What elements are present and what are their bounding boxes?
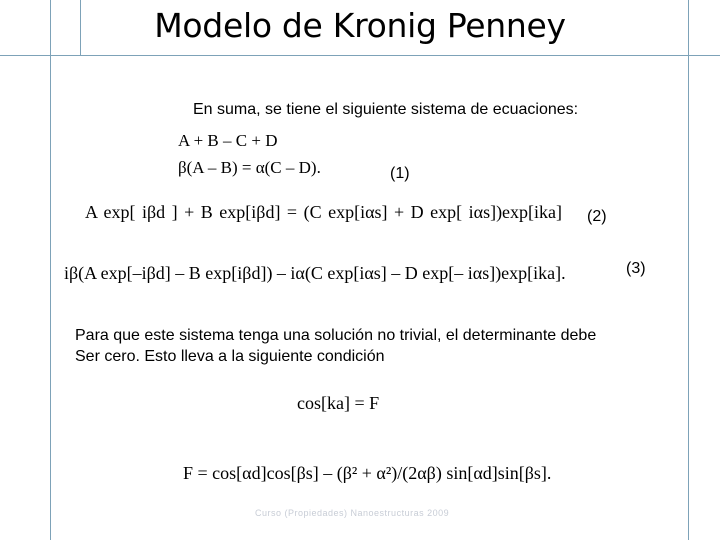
- equation-label-1: (1): [390, 165, 410, 182]
- equation-3: iβ(A exp[–iβd] – B exp[iβd]) – iα(C exp[iαs] – D exp[– iαs])exp[ika].: [64, 263, 566, 283]
- condition-equation: cos[ka] = F: [297, 393, 380, 413]
- slide-title: Modelo de Kronig Penney: [154, 6, 566, 45]
- equation-label-2: (2): [587, 208, 607, 225]
- intro-text: En suma, se tiene el siguiente sistema de ecuaciones:: [193, 101, 579, 118]
- paragraph-line-2: Ser cero. Esto lleva a la siguiente condición: [75, 348, 385, 365]
- right-vertical-rule: [688, 0, 689, 540]
- title-underline-rule: [0, 55, 720, 56]
- F-definition-equation: F = cos[αd]cos[βs] – (β² + α²)/(2αβ) sin[αd]sin[βs].: [183, 463, 552, 483]
- equation-2: A exp[ iβd ] + B exp[iβd] = (C exp[iαs] + D exp[ iαs])exp[ika]: [85, 202, 563, 222]
- footer-text: Curso (Propiedades) Nanoestructuras 2009: [255, 508, 450, 518]
- equation-1a: A + B – C + D: [178, 131, 278, 150]
- left-vertical-rule: [50, 0, 51, 540]
- equation-label-3: (3): [626, 260, 646, 277]
- paragraph-line-1: Para que este sistema tenga una solución no trivial, el determinante debe: [75, 327, 597, 344]
- equation-1b: β(A – B) = α(C – D).: [178, 158, 321, 177]
